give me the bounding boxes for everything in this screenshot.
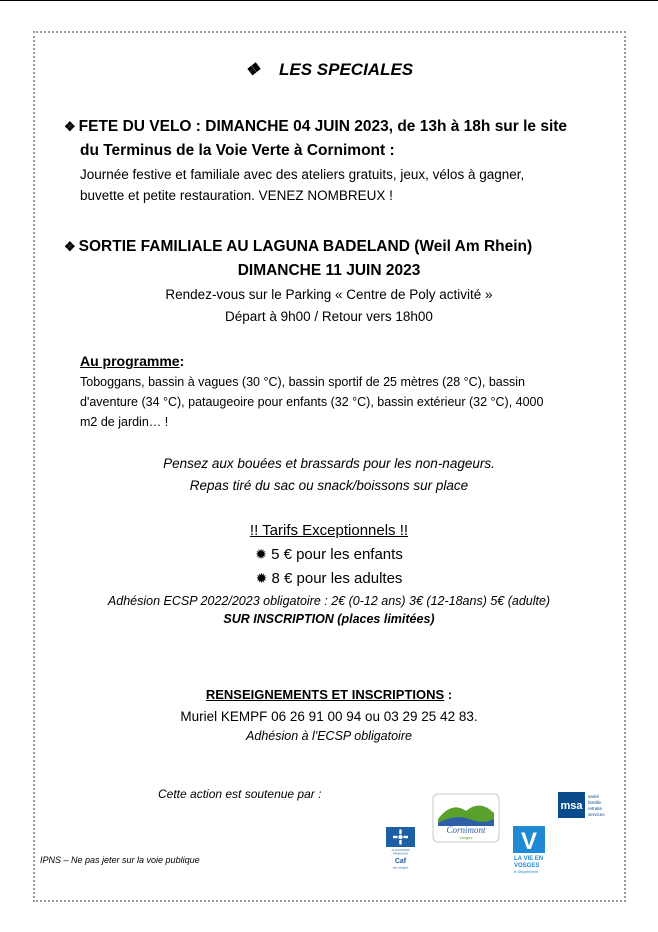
sortie-heading-text: SORTIE FAMILIALE AU LAGUNA BADELAND (Weil Am Rhein) bbox=[78, 238, 533, 255]
diamond-bullet-icon: ❖ bbox=[244, 60, 261, 79]
adhesion-ecsp: Adhésion à l'ECSP obligatoire bbox=[246, 729, 412, 743]
tarif-enfants-text: 5 € pour les enfants bbox=[271, 546, 403, 563]
caf-line2: FAMILIALES bbox=[393, 852, 408, 856]
page-title bbox=[0, 60, 658, 80]
star-bullet-icon: ✹ bbox=[255, 546, 267, 562]
programme-line3: m2 de jardin… ! bbox=[80, 415, 169, 429]
inscription-note: SUR INSCRIPTION (places limitées) bbox=[223, 612, 435, 626]
sortie-depart: Départ à 9h00 / Retour vers 18h00 bbox=[225, 309, 433, 324]
top-rule bbox=[0, 0, 658, 1]
sortie-rdv: Rendez-vous sur le Parking « Centre de Poly activité » bbox=[165, 287, 493, 302]
msa-line3: retraite bbox=[588, 806, 603, 811]
contact-line: Muriel KEMPF 06 26 91 00 94 ou 03 29 25 42 83. bbox=[180, 709, 478, 724]
title-text: LES SPECIALES bbox=[279, 60, 414, 79]
fete-desc-line2: buvette et petite restauration. VENEZ NOMBREUX ! bbox=[80, 188, 393, 203]
sponsors-caption: Cette action est soutenue par : bbox=[158, 787, 322, 801]
adhesion-tarifs: Adhésion ECSP 2022/2023 obligatoire : 2€ (0-12 ans) 3€ (12-18ans) 5€ (adulte) bbox=[107, 594, 551, 608]
vie-en-vosges-logo bbox=[512, 826, 546, 876]
sortie-date: DIMANCHE 11 JUIN 2023 bbox=[237, 262, 421, 279]
diamond-bullet-icon: ❖ bbox=[64, 119, 76, 134]
msa-line2: famille bbox=[588, 800, 602, 805]
tarif-adultes-text: 8 € pour les adultes bbox=[271, 570, 403, 587]
fete-desc-line1: Journée festive et familiale avec des ateliers gratuits, jeux, vélos à gagner, bbox=[80, 167, 525, 182]
fete-heading-line2: du Terminus de la Voie Verte à Cornimont : bbox=[80, 142, 395, 159]
caf-line1: ALLOCATIONS bbox=[391, 849, 410, 852]
notes-line1: Pensez aux bouées et brassards pour les non-nageurs. bbox=[163, 456, 495, 471]
vv-line2: VOSGES bbox=[514, 863, 540, 869]
msa-logo bbox=[558, 792, 618, 818]
renseignements-heading-text: RENSEIGNEMENTS ET INSCRIPTIONS bbox=[205, 687, 445, 702]
cornimont-name: Cornimont bbox=[446, 825, 486, 835]
sortie-heading-line1 bbox=[64, 238, 532, 256]
msa-line1: santé bbox=[588, 794, 600, 799]
msa-line4: services bbox=[588, 812, 605, 817]
tarifs-heading-text: !! Tarifs Exceptionnels !! bbox=[249, 522, 409, 539]
vv-line1: LA VIE EN bbox=[514, 856, 544, 862]
star-bullet-icon: ✹ bbox=[255, 570, 268, 586]
cornimont-logo bbox=[432, 793, 500, 843]
renseignements-colon: : bbox=[444, 687, 453, 702]
vv-letter: V bbox=[520, 828, 538, 855]
programme-heading bbox=[80, 353, 184, 369]
programme-line2: d'aventure (34 °C), pataugeoire pour enfants (32 °C), bassin extérieur (32 °C), 4000 bbox=[80, 395, 544, 409]
tarifs-heading bbox=[0, 522, 658, 539]
programme-line1: Toboggans, bassin à vagues (30 °C), bassin sportif de 25 mètres (28 °C), bassin bbox=[80, 375, 525, 389]
ipns-note: IPNS – Ne pas jeter sur la voie publique bbox=[40, 855, 200, 865]
notes-line2: Repas tiré du sac ou snack/boissons sur place bbox=[189, 478, 469, 493]
caf-logo bbox=[384, 826, 417, 873]
tarif-adultes bbox=[0, 570, 658, 587]
vv-line3: le Département bbox=[514, 870, 538, 874]
programme-colon: : bbox=[179, 353, 185, 369]
renseignements-heading bbox=[0, 687, 658, 702]
fete-heading-text: FETE DU VELO : DIMANCHE 04 JUIN 2023, de 13h à 18h sur le site bbox=[78, 118, 568, 135]
tarif-enfants bbox=[0, 546, 658, 563]
programme-heading-text: Au programme bbox=[80, 353, 180, 369]
cornimont-sub: Vosges bbox=[459, 835, 473, 840]
caf-name: Caf bbox=[394, 858, 407, 865]
msa-letters: msa bbox=[560, 800, 583, 812]
diamond-bullet-icon: ❖ bbox=[64, 239, 76, 254]
fete-heading-line1 bbox=[64, 118, 567, 136]
caf-dept: des Vosges bbox=[392, 865, 409, 870]
